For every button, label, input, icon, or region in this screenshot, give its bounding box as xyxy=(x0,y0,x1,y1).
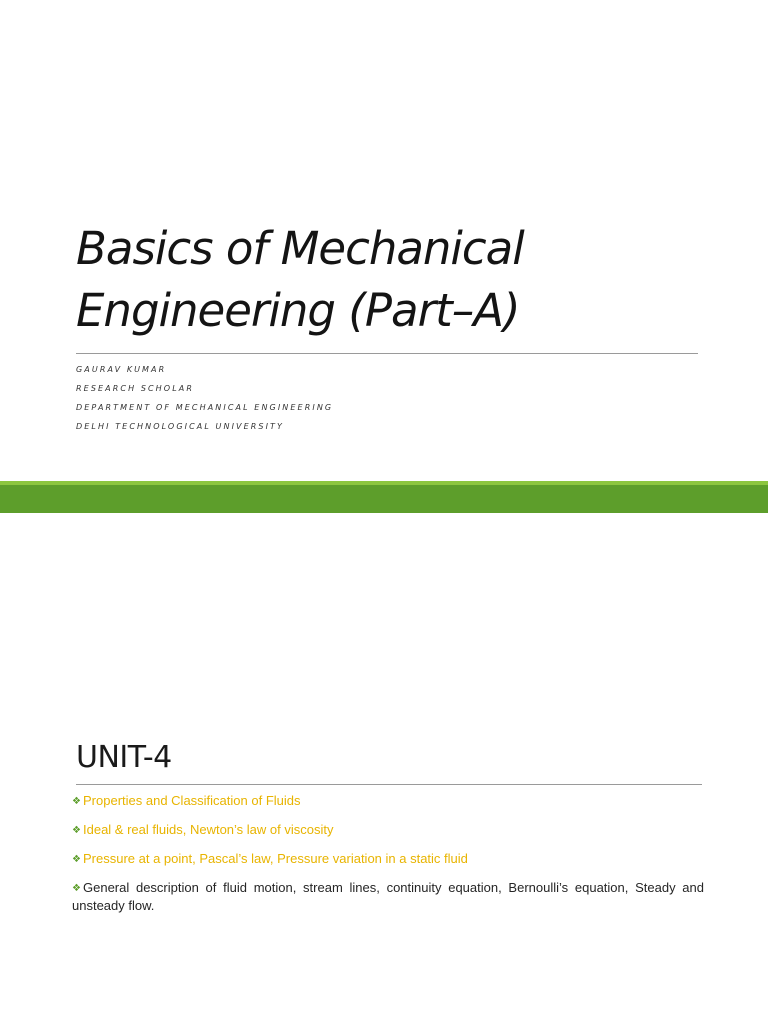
author-department: DEPARTMENT OF MECHANICAL ENGINEERING xyxy=(76,403,334,412)
unit-heading: UNIT-4 xyxy=(76,740,172,775)
author-name: GAURAV KUMAR xyxy=(76,365,167,374)
slide-title xyxy=(76,218,716,342)
unit-divider xyxy=(76,784,702,785)
slide-title-line-1: Basics of Mechanical xyxy=(76,222,524,275)
diamond-bullet-icon: ❖ xyxy=(72,825,81,836)
slide-title-line-2: Engineering (Part–A) xyxy=(76,284,520,337)
author-role: RESEARCH SCHOLAR xyxy=(76,384,194,393)
separator-band-main xyxy=(0,485,768,513)
topic-text: Properties and Classification of Fluids xyxy=(83,793,301,808)
diamond-bullet-icon: ❖ xyxy=(72,796,81,807)
slide-separator-band xyxy=(0,481,768,513)
topic-item xyxy=(72,850,704,868)
topic-list xyxy=(72,792,704,925)
topic-text: General description of fluid motion, stream lines, continuity equation, Bernoulli’s equation, Steady and unsteady flow. xyxy=(72,880,704,913)
topic-text: Ideal & real fluids, Newton’s law of viscosity xyxy=(83,822,334,837)
topic-text: Pressure at a point, Pascal’s law, Pressure variation in a static fluid xyxy=(83,851,468,866)
diamond-bullet-icon: ❖ xyxy=(72,883,81,894)
topic-item xyxy=(72,879,704,914)
author-university: DELHI TECHNOLOGICAL UNIVERSITY xyxy=(76,422,285,431)
title-slide xyxy=(0,0,768,480)
topic-item xyxy=(72,821,704,839)
diamond-bullet-icon: ❖ xyxy=(72,854,81,865)
author-info xyxy=(76,360,333,436)
title-divider xyxy=(76,353,698,354)
topic-item xyxy=(72,792,704,810)
